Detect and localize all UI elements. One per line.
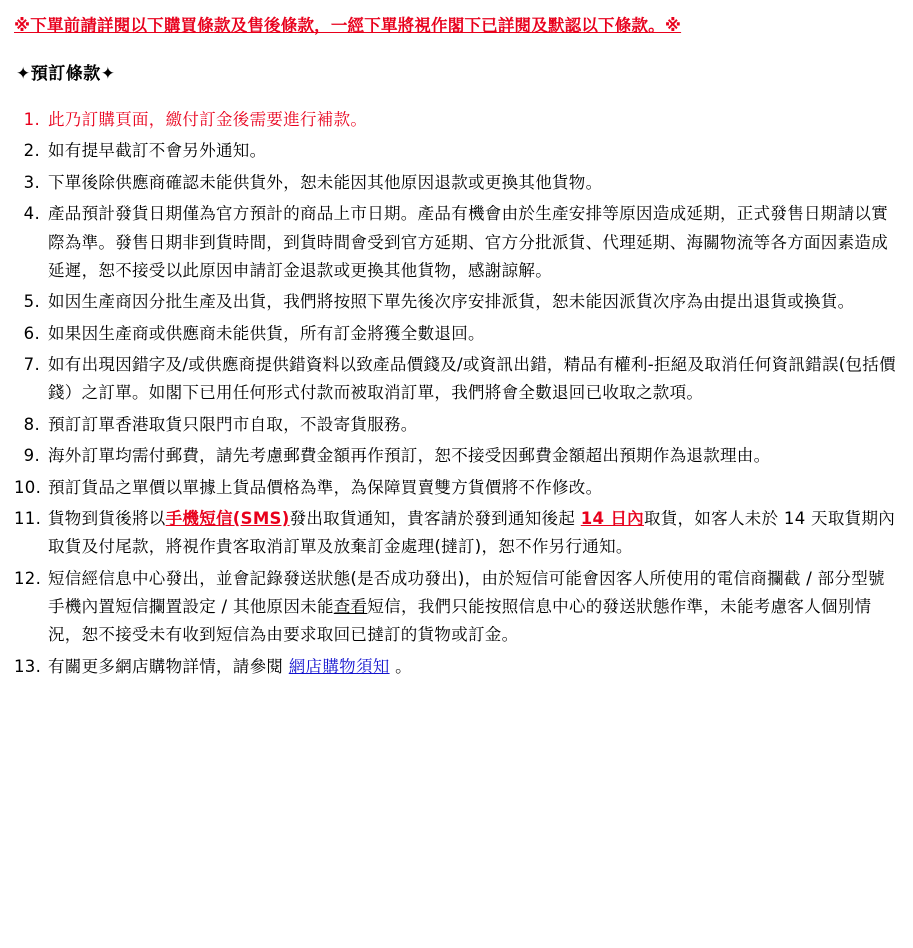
- term-text-run: 預訂訂單香港取貨只限門市自取，不設寄貨服務。: [48, 414, 418, 434]
- term-text: [48, 141, 266, 160]
- top-notice-text: ※下單前請詳閱以下購買條款及售後條款，一經下單將視作閣下已詳閱及默認以下條款。※: [14, 16, 682, 35]
- term-text-run: 有關更多網店購物詳情，請參閱: [48, 656, 289, 676]
- term-number: 1.: [23, 110, 40, 130]
- term-text: [48, 204, 888, 280]
- term-text-run: 如有提早截訂不會另外通知。: [48, 141, 267, 161]
- term-number: 5.: [23, 292, 40, 312]
- term-text-run: 發出取貨通知，貴客請於發到通知後起: [289, 508, 581, 528]
- term-text-run: 下單後除供應商確認未能供貨外，恕未能因其他原因退款或更換其他貨物。: [48, 172, 603, 192]
- term-text-run: 短信，我們只能按照信息中心的發送狀態作準，未能考慮客人個別情況，恕不接受未有收到短信為由要求取回已撻訂的貨物或訂金。: [48, 597, 872, 645]
- term-text-run: 產品預計發貨日期僅為官方預計的商品上市日期。產品有機會由於生產安排等原因造成延期，正式發售日期請以實際為準。發售日期非到貨時間，到貨時間會受到官方延期、官方分批派貨、代理延期、海關物流等各方面因素造成延遲，恕不接受以此原因申請訂金退款或更換其他貨物，感謝諒解。: [48, 204, 888, 280]
- term-text: [48, 110, 367, 129]
- term-number: 8.: [23, 414, 40, 434]
- term-item: [14, 474, 899, 502]
- term-number: 12.: [14, 568, 42, 588]
- term-text-run: 如有出現因錯字及/或供應商提供錯資料以致產品價錢及/或資訊出錯，精品有權利-拒絕及取消任何資訊錯誤(包括價錢）之訂單。如閣下已用任何形式付款而被取消訂單，我們將會全數退回已收取之款項。: [48, 355, 896, 403]
- term-item: [14, 505, 899, 562]
- term-text: [48, 173, 602, 192]
- term-item: [14, 288, 899, 316]
- term-number: 11.: [14, 508, 42, 528]
- term-text-run: 14 日內: [580, 508, 644, 528]
- term-item: [14, 442, 899, 470]
- term-text-run: 。: [389, 656, 412, 676]
- term-text: [48, 415, 418, 434]
- term-text-run: 如果因生產商或供應商未能供貨，所有訂金將獲全數退回。: [48, 323, 485, 343]
- term-item: [14, 411, 899, 439]
- term-item: [14, 200, 899, 285]
- term-text-run: 預訂貨品之單價以單據上貨品價格為準，為保障買賣雙方貨價將不作修改。: [48, 477, 603, 497]
- term-item: [14, 169, 899, 197]
- term-text: [48, 478, 602, 497]
- terms-list: [14, 106, 899, 681]
- section-heading: ✦預訂條款✦: [16, 64, 116, 85]
- term-text-run: 查看: [333, 597, 368, 617]
- term-number: 3.: [23, 172, 40, 192]
- term-text: [48, 324, 485, 343]
- term-number: 7.: [23, 355, 40, 375]
- term-text: [48, 292, 854, 311]
- term-text-run: 海外訂單均需付郵費，請先考慮郵費金額再作預訂，恕不接受因郵費金額超出預期作為退款理由。: [48, 446, 771, 466]
- term-text-run: 手機短信(SMS): [165, 508, 290, 528]
- term-text-run: 如因生產商因分批生產及出貨，我們將按照下單先後次序安排派貨，恕未能因派貨次序為由提出退貨或換貨。: [48, 292, 855, 312]
- term-number: 2.: [23, 141, 40, 161]
- term-text: [48, 569, 885, 645]
- top-notice: [14, 14, 899, 37]
- term-number: 13.: [14, 656, 42, 676]
- term-number: 9.: [23, 446, 40, 466]
- term-item: [14, 320, 899, 348]
- term-text-run: 短信經信息中心發出，並會記錄發送狀態(是否成功發出)，由於短信可能會因客人所使用的電信商攔截 / 部分型號手機內置短信攔置設定 / 其他原因未能: [48, 568, 885, 617]
- term-text-run: 此乃訂購頁面，繳付訂金後需要進行補款。: [48, 110, 368, 130]
- term-number: 6.: [23, 323, 40, 343]
- term-text: [48, 509, 895, 556]
- term-item: [14, 137, 899, 165]
- term-item: [14, 351, 899, 408]
- shopping-guide-link[interactable]: 網店購物須知: [288, 656, 390, 676]
- term-text: [48, 446, 770, 465]
- term-number: 4.: [23, 204, 40, 224]
- term-item: [14, 653, 899, 681]
- term-text-run: 貨物到貨後將以: [48, 508, 166, 528]
- term-item: [14, 565, 899, 650]
- term-text-run: 取貨，如客人未於 14 天取貨期內取貨及付尾款，將視作貴客取消訂單及放棄訂金處理(撻訂)，恕不作另行通知。: [48, 508, 896, 557]
- term-number: 10.: [14, 477, 42, 497]
- term-item: [14, 106, 899, 134]
- term-text: [48, 355, 896, 402]
- term-text: [48, 657, 412, 676]
